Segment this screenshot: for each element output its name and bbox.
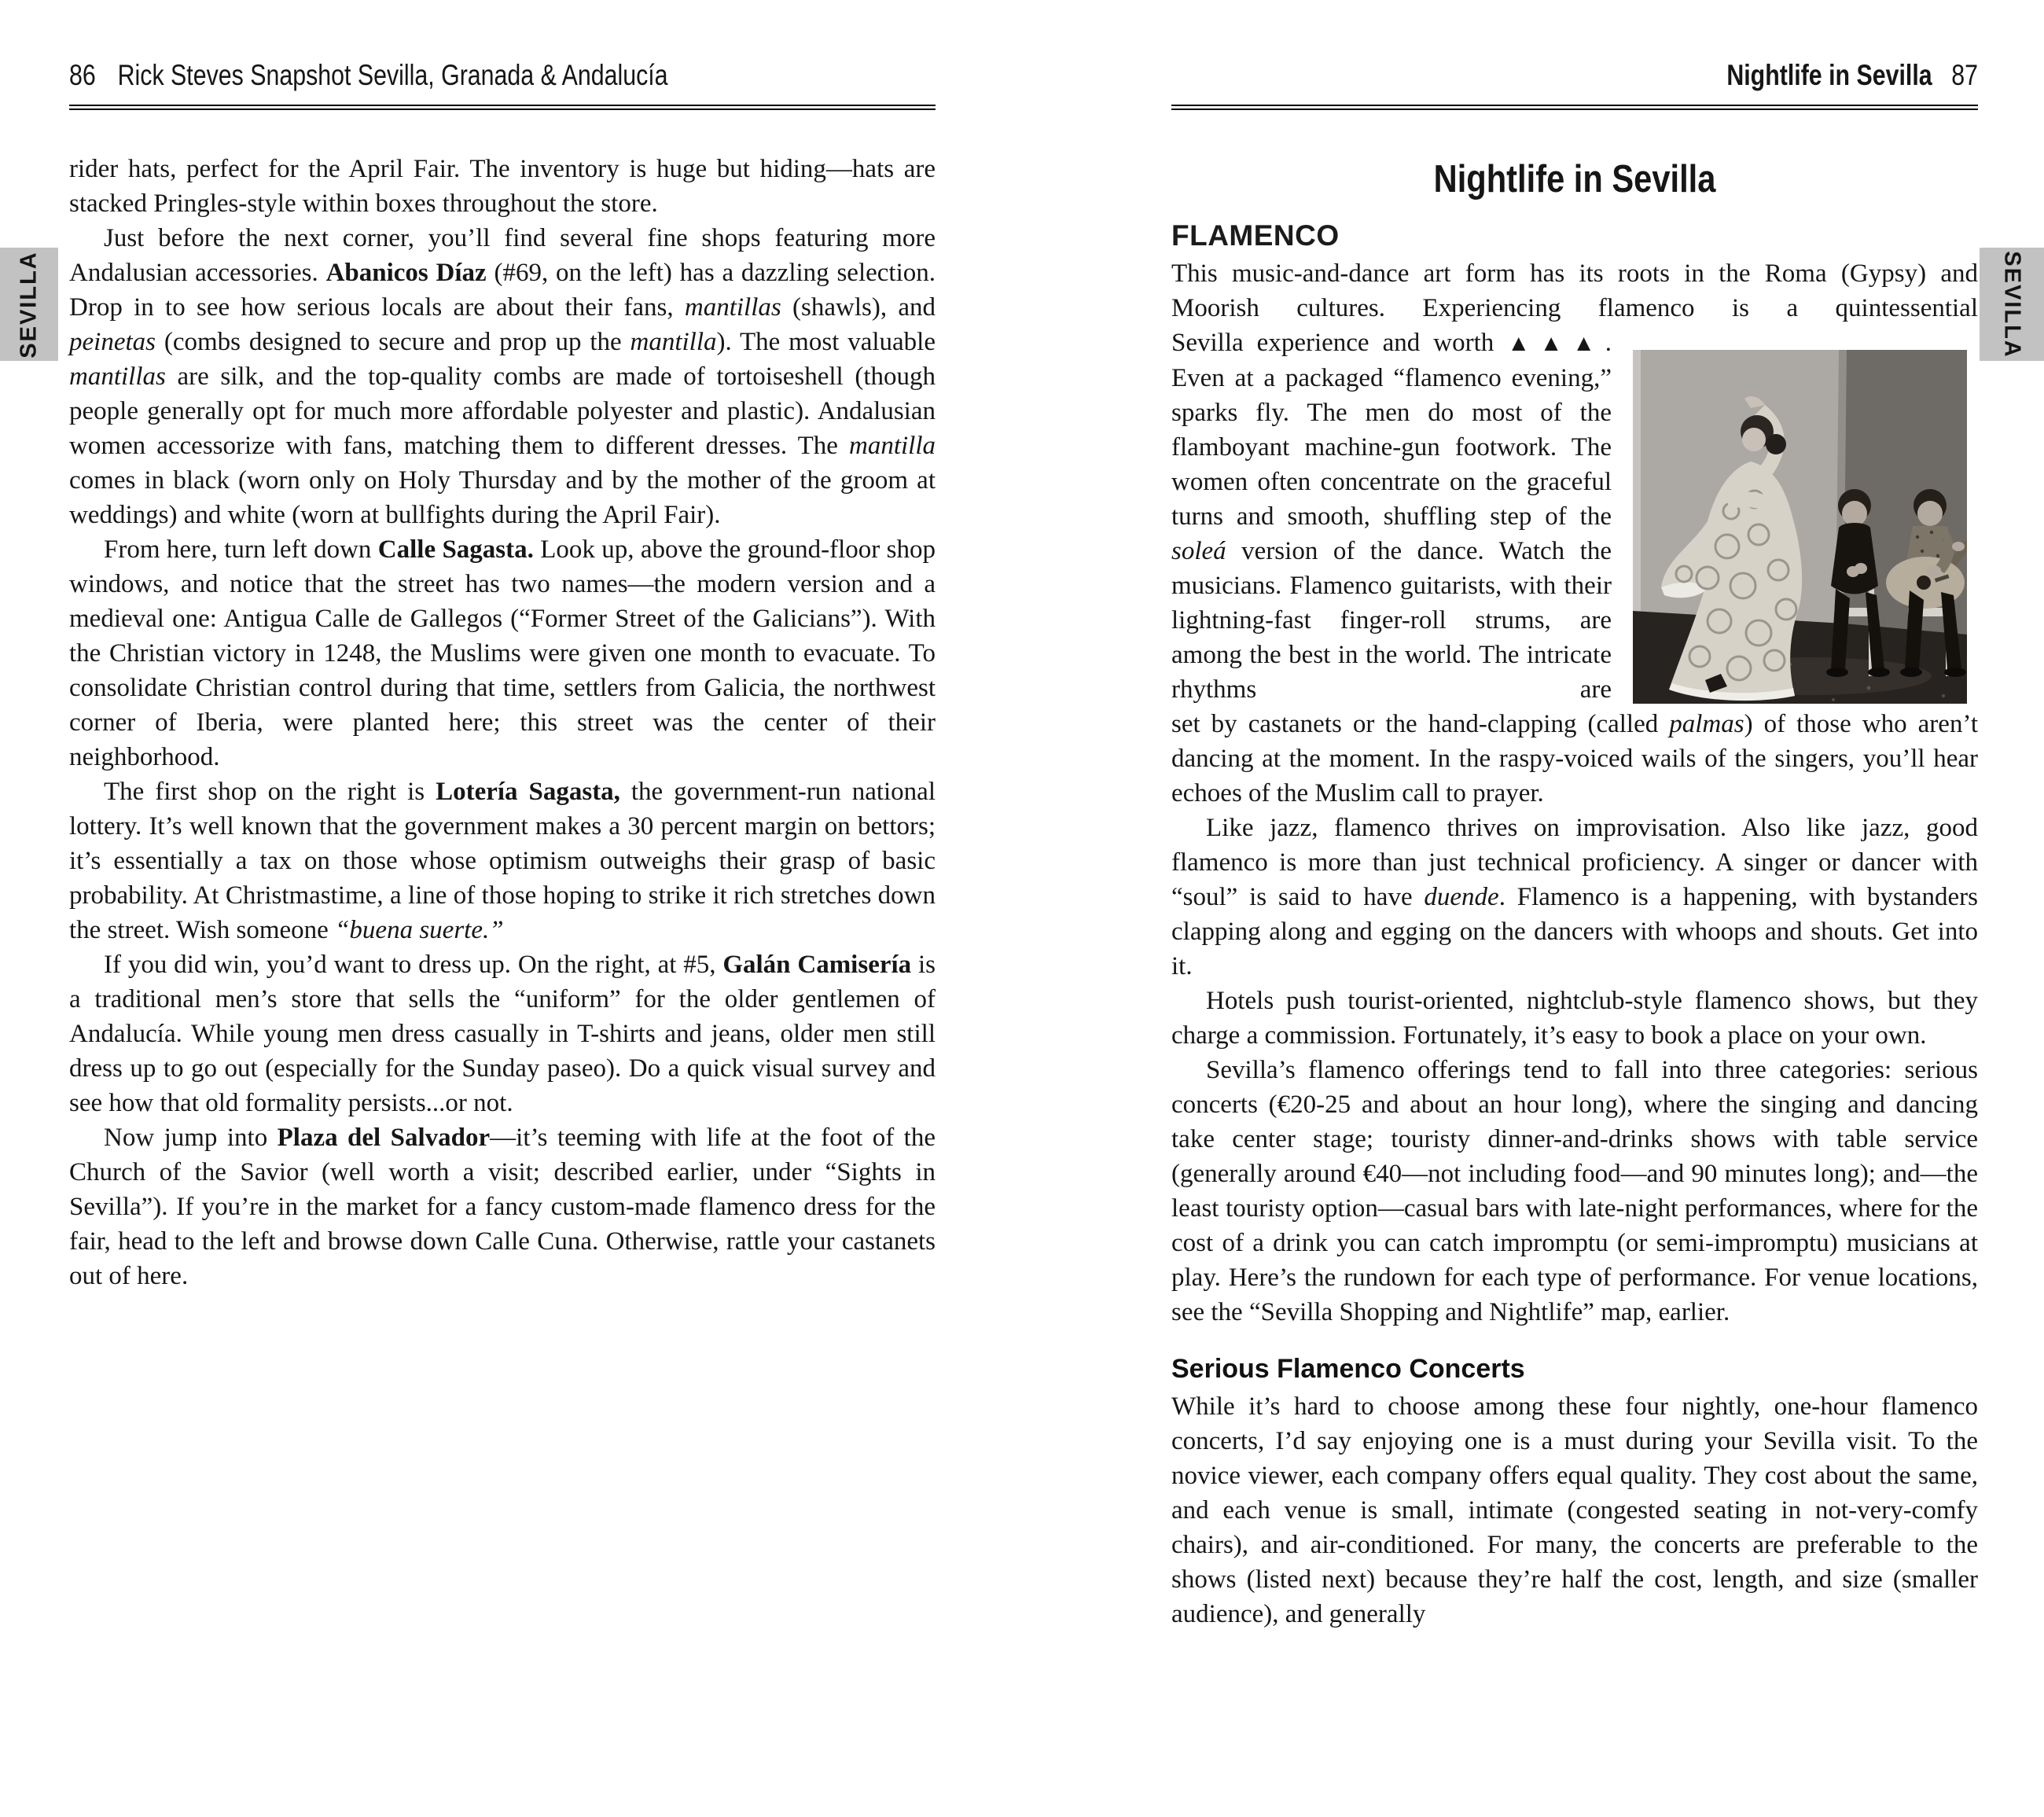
paragraph: Hotels push tourist-oriented, nightclub-style flamenco shows, but they charge a commission. Fortunately, it’s easy to book a place on your own. — [1171, 987, 1978, 1050]
margin-tab-right — [1980, 248, 2044, 361]
page-87 — [1171, 59, 1978, 1631]
flamenco-photo — [1633, 350, 1967, 704]
page-number-left: 86 — [69, 59, 96, 91]
chapter-title: Nightlife in Sevilla — [1433, 158, 1716, 200]
running-head-left — [69, 59, 780, 92]
paragraph: Sevilla’s flamenco offerings tend to fall into three categories: serious concerts (€20-25 and about an hour long), where the singing and dancing take center stage; touristy dinner-and-drinks shows with table service (generally around €40—not including food—and 90 minutes long); and—the least touristy option—casual bars with late-night performances, where for the cost of a drink you can catch impromptu (or semi-impromptu) musicians at play. Here’s the rundown for each type of performance. For venue locations, see the “Sevilla Shopping and Nightlife” map, earlier. — [1171, 1056, 1978, 1326]
flamenco-beside-photo-text: Sevilla experience and worth ▲▲▲. Even at a packaged “flamenco evening,” sparks fly. The men do most of the flamboyant machine-gun footwork. The women often concentrate on the graceful turns and smooth, shuffling step of the soleá version of the dance. Watch the musicians. Flamenco guitarists, with their lightning-fast finger-roll strums, are among the best in the world. The intricate rhythms are — [1171, 329, 1612, 704]
flamenco-intro-text: This music-and-dance art form has its roots in the Roma (Gypsy) and Moorish cultures. Experiencing flamenco is a quintessential — [1171, 259, 1978, 322]
body-text-left — [69, 152, 936, 1293]
paragraph: rider hats, perfect for the April Fair. The inventory is huge but hiding—hats are stacked Pringles-style within boxes throughout the store. — [69, 155, 936, 218]
flamenco-below-photo-text: set by castanets or the hand-clapping (called palmas) of those who aren’t dancing at the moment. In the raspy-voiced wails of the singers, you’ll hear echoes of the Muslim call to prayer. — [1171, 710, 1979, 807]
margin-tab-left-label: SEVILLA — [16, 250, 42, 359]
running-head-title-left: Rick Steves Snapshot Sevilla, Granada & Andalucía — [117, 59, 668, 91]
paragraph: From here, turn left down Calle Sagasta. Look up, above the ground-floor shop windows, and notice that the street has two names—the modern version and a medieval one: Antigua Calle de Gallegos (“Former Street of the Galicians”). With the Christian victory in 1248, the Muslims were given one month to evacuate. To consolidate Christian control during that time, settlers from Galicia, the northwest corner of Iberia, were planted here; this street was the center of their neighborhood. — [69, 535, 936, 771]
paragraph: Just before the next corner, you’ll find several fine shops featuring more Andalusian accessories. Abanicos Díaz (#69, on the left) has a dazzling selection. Drop in to see how serious locals are about their fans, mantillas (shawls), and peinetas (combs designed to secure and prop up the mantilla). The most valuable mantillas are silk, and the top-quality combs are made of tortoiseshell (though people generally opt for much more affordable polyester and plastic). Andalusian women accessorize with fans, matching them to different dresses. The mantilla comes in black (worn only on Holy Thursday and by the mother of the groom at weddings) and white (worn at bullfights during the April Fair). — [69, 224, 936, 529]
paragraph: The first shop on the right is Lotería Sagasta, the government-run national lottery. It’s well known that the government makes a 30 percent margin on bettors; it’s essentially a tax on those whose optimism outweighs their grasp of basic probability. At Christmastime, a line of those hoping to strike it rich stretches down the street. Wish someone “buena suerte.” — [69, 778, 936, 944]
paragraph: Like jazz, flamenco thrives on improvisation. Also like jazz, good flamenco is more than just technical proficiency. A singer or dancer with “soul” is said to have duende. Flamenco is a happening, with bystanders clapping along and egging on the dancers with whoops and shouts. Get into it. — [1171, 814, 1979, 980]
margin-tab-right-label: SEVILLA — [1999, 250, 2025, 359]
section-heading-flamenco: FLAMENCO — [1171, 219, 1340, 252]
subsection-heading-serious-concerts: Serious Flamenco Concerts — [1171, 1354, 1525, 1384]
running-head-right — [1317, 59, 1978, 92]
header-rule-left — [69, 105, 936, 110]
paragraph: While it’s hard to choose among these four nightly, one-hour flamenco concerts, I’d say enjoying one is a must during your Sevilla visit. To the novice viewer, each company offers equal quality. They cost about the same, and each venue is small, intimate (congested seating in not-very-comfy chairs), and air-conditioned. For many, the concerts are preferable to the shows (listed next) because they’re half the cost, length, and size (smaller audience), and generally — [1171, 1392, 1978, 1628]
running-head-title-right: Nightlife in Sevilla — [1726, 59, 1932, 91]
paragraph: Now jump into Plaza del Salvador—it’s teeming with life at the foot of the Church of the Savior (well worth a visit; described earlier, under “Sights in Sevilla”). If you’re in the market for a fancy custom-made flamenco dress for the fair, head to the left and browse down Calle Cuna. Otherwise, rattle your castanets out of here. — [69, 1124, 936, 1290]
margin-tab-left — [0, 248, 58, 361]
paragraph: If you did win, you’d want to dress up. On the right, at #5, Galán Camisería is a traditional men’s store that sells the “uniform” for the older gentlemen of Andalucía. While young men dress casually in T-shirts and jeans, older men still dress up to go out (especially for the Sunday paseo). Do a quick visual survey and see how that old formality persists...or not. — [69, 951, 936, 1117]
flamenco-photo-graphic — [1633, 350, 1967, 704]
page-number-right: 87 — [1951, 59, 1978, 91]
header-rule-right — [1171, 105, 1978, 110]
page-86 — [69, 59, 936, 1293]
